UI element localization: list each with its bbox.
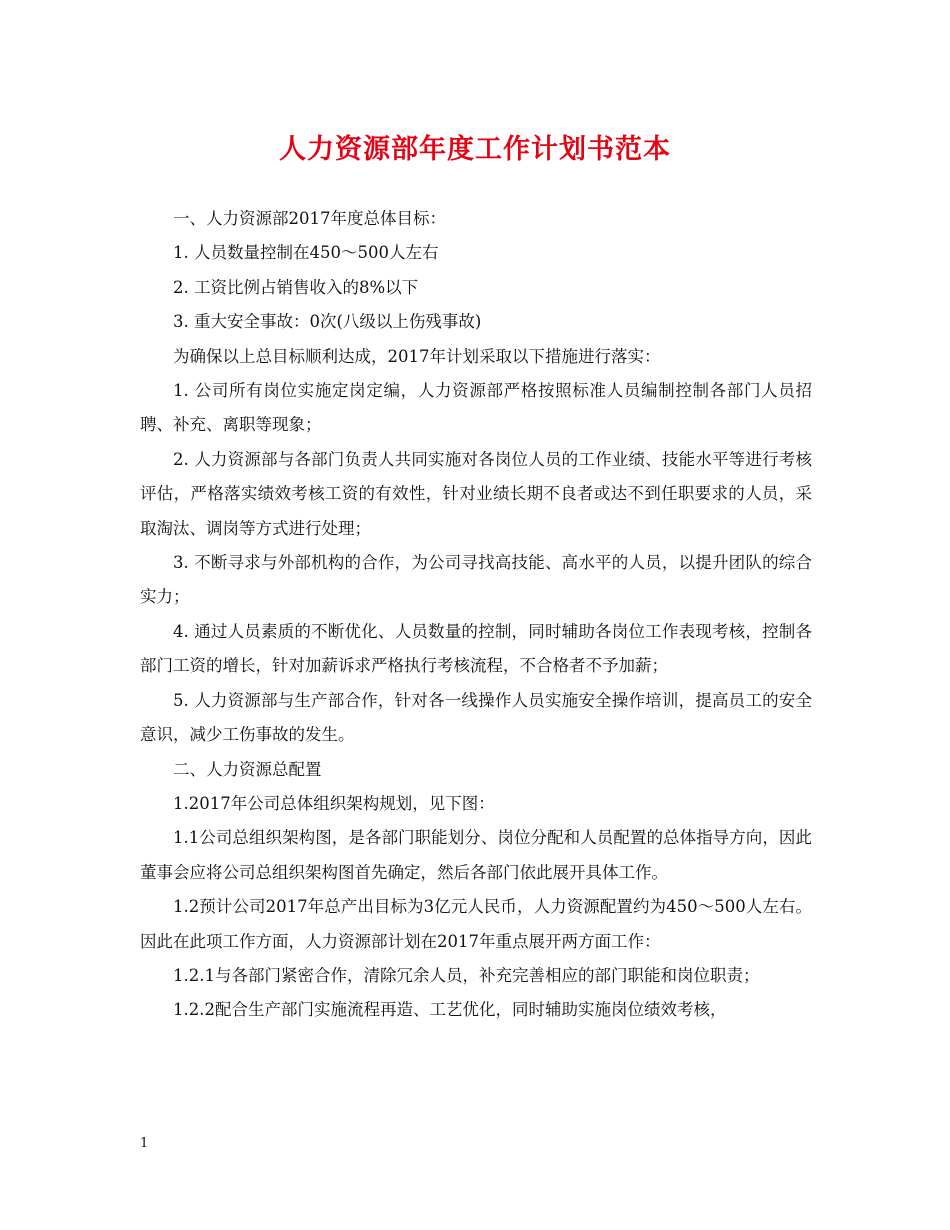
paragraph-measure-4: 4. 通过人员素质的不断优化、人员数量的控制，同时辅助各岗位工作表现考核，控制各部门工资的增长，针对加薪诉求严格执行考核流程，不合格者不予加薪；	[140, 621, 812, 676]
paragraph-goal-3: 3. 重大安全事故：0次(八级以上伤残事故)	[173, 312, 482, 332]
paragraph-measures-intro: 为确保以上总目标顺利达成，2017年计划采取以下措施进行落实：	[173, 346, 661, 366]
paragraph-goals-heading: 一、人力资源部2017年度总体目标：	[173, 209, 446, 228]
paragraph-measure-5: 5. 人力资源部与生产部合作，针对各一线操作人员实施安全操作培训，提高员工的安全意识，减少工伤事故的发生。	[140, 690, 812, 745]
document-body	[140, 202, 812, 1028]
paragraph-section-1-2: 1.2预计公司2017年总产出目标为3亿元人民币，人力资源配置约为450～500人左右。因此在此项工作方面，人力资源部计划在2017年重点展开两方面工作：	[140, 897, 812, 951]
document-title: 人力资源部年度工作计划书范本	[279, 134, 671, 165]
paragraph-section-1: 1.2017年公司总体组织架构规划，见下图：	[173, 793, 495, 813]
paragraph-measure-2: 2. 人力资源部与各部门负责人共同实施对各岗位人员的工作业绩、技能水平等进行考核评估，严格落实绩效考核工资的有效性，针对业绩长期不良者或达不到任职要求的人员，采取淘汰、调岗等方式进行处理；	[140, 449, 812, 538]
page-number: 1	[140, 1136, 149, 1151]
paragraph-measure-3: 3. 不断寻求与外部机构的合作，为公司寻找高技能、高水平的人员，以提升团队的综合实力；	[140, 553, 812, 607]
paragraph-config-heading: 二、人力资源总配置	[173, 759, 322, 779]
paragraph-section-1-1: 1.1公司总组织架构图，是各部门职能划分、岗位分配和人员配置的总体指导方向，因此董事会应将公司总组织架构图首先确定，然后各部门依此展开具体工作。	[140, 828, 812, 882]
paragraph-goal-2: 2. 工资比例占销售收入的8%以下	[173, 277, 419, 297]
paragraph-measure-1: 1. 公司所有岗位实施定岗定编，人力资源部严格按照标准人员编制控制各部门人员招聘、补充、离职等现象；	[140, 381, 812, 435]
paragraph-section-1-2-1: 1.2.1与各部门紧密合作，清除冗余人员，补充完善相应的部门职能和岗位职责；	[173, 965, 760, 985]
paragraph-goal-1: 1. 人员数量控制在450～500人左右	[173, 243, 439, 263]
paragraph-section-1-2-2: 1.2.2配合生产部门实施流程再造、工艺优化，同时辅助实施岗位绩效考核，	[173, 1000, 727, 1020]
